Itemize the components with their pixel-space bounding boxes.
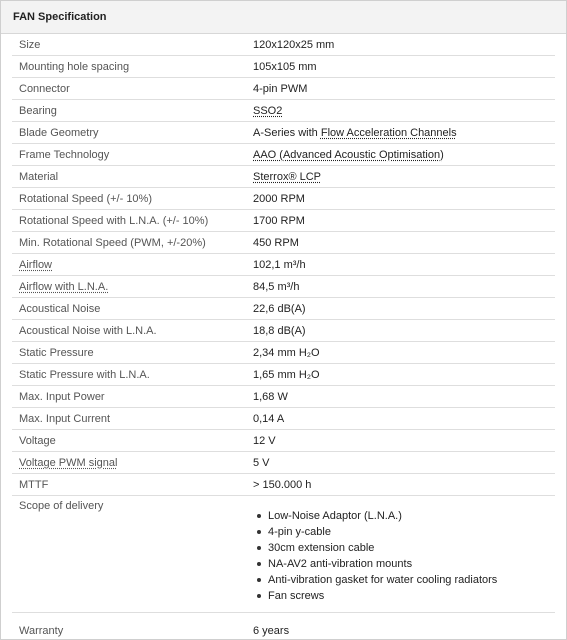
spec-label: Material [19, 170, 59, 183]
spec-label: Static Pressure [19, 346, 94, 359]
spec-value: 120x120x25 mm [253, 38, 335, 51]
spec-row-mttf [12, 474, 555, 496]
spec-value: 5 V [253, 456, 270, 469]
spec-label: Acoustical Noise [19, 302, 101, 315]
spec-label: Frame Technology [19, 148, 110, 161]
spec-label: Rotational Speed (+/- 10%) [19, 192, 152, 205]
airflow-lna-link[interactable]: Airflow with L.N.A. [19, 280, 109, 293]
spec-row-bearing [12, 100, 555, 122]
spec-value: 84,5 m³/h [253, 280, 300, 293]
list-item: 30cm extension cable [253, 540, 555, 556]
spec-row-min-rotational-speed [12, 232, 555, 254]
spec-label: Voltage [19, 434, 56, 447]
spec-row-static-pressure-lna [12, 364, 555, 386]
spec-row-frame-technology [12, 144, 555, 166]
spec-row-static-pressure [12, 342, 555, 364]
spec-value: 1700 RPM [253, 214, 305, 227]
spec-value: 102,1 m³/h [253, 258, 306, 271]
spec-row-blade-geometry [12, 122, 555, 144]
spec-row-airflow [12, 254, 555, 276]
spec-value: 2,34 mm H₂O [253, 346, 320, 359]
list-item: 4-pin y-cable [253, 524, 555, 540]
aao-link[interactable]: AAO (Advanced Acoustic Optimisation) [253, 148, 444, 161]
spec-value: 105x105 mm [253, 60, 317, 73]
spec-row-voltage [12, 430, 555, 452]
spec-row-size [12, 34, 555, 56]
spec-label: Min. Rotational Speed (PWM, +/-20%) [19, 236, 206, 249]
spec-label: Max. Input Power [19, 390, 105, 403]
spec-row-acoustical-noise-lna [12, 320, 555, 342]
airflow-link[interactable]: Airflow [19, 258, 53, 271]
spec-value: 22,6 dB(A) [253, 302, 306, 315]
spec-value: 1,68 W [253, 390, 288, 403]
spec-row-max-input-power [12, 386, 555, 408]
bearing-link[interactable]: SSO2 [253, 104, 283, 117]
spec-table [12, 34, 555, 637]
spec-row-voltage-pwm-signal [12, 452, 555, 474]
spec-row-warranty [12, 613, 555, 637]
spec-value: 18,8 dB(A) [253, 324, 306, 337]
spec-row-rotational-speed-lna [12, 210, 555, 232]
spec-label: Mounting hole spacing [19, 60, 130, 73]
spec-value: 1,65 mm H₂O [253, 368, 320, 381]
spec-row-material [12, 166, 555, 188]
spec-label: Blade Geometry [19, 126, 99, 139]
spec-label: Size [19, 38, 41, 51]
spec-label: MTTF [19, 478, 49, 491]
spec-label: Acoustical Noise with L.N.A. [19, 324, 157, 337]
list-item: Low-Noise Adaptor (L.N.A.) [253, 508, 555, 524]
spec-value: > 150.000 h [253, 478, 312, 491]
sterrox-link[interactable]: Sterrox® LCP [253, 170, 322, 183]
spec-value: 4-pin PWM [253, 82, 308, 95]
spec-row-max-input-current [12, 408, 555, 430]
spec-value: 450 RPM [253, 236, 299, 249]
list-item: Fan screws [253, 588, 555, 604]
spec-value: 12 V [253, 434, 276, 447]
spec-value: 2000 RPM [253, 192, 305, 205]
delivery-list-container [253, 496, 555, 604]
spec-label: Warranty [19, 625, 64, 637]
spec-row-scope-of-delivery [12, 496, 555, 613]
spec-label: Scope of delivery [19, 500, 104, 512]
panel-title: FAN Specification [1, 1, 566, 34]
list-item: NA-AV2 anti-vibration mounts [253, 556, 555, 572]
spec-label: Static Pressure with L.N.A. [19, 368, 150, 381]
spec-row-mounting-hole-spacing [12, 56, 555, 78]
blade-geometry-prefix: A-Series with [253, 126, 321, 139]
spec-label: Rotational Speed with L.N.A. (+/- 10%) [19, 214, 209, 227]
delivery-list [253, 508, 555, 604]
voltage-pwm-signal-link[interactable]: Voltage PWM signal [19, 456, 118, 469]
spec-row-rotational-speed [12, 188, 555, 210]
spec-value: 6 years [253, 625, 290, 637]
spec-row-airflow-lna [12, 276, 555, 298]
list-item: Anti-vibration gasket for water cooling radiators [253, 572, 555, 588]
spec-row-acoustical-noise [12, 298, 555, 320]
spec-label: Connector [19, 82, 70, 95]
spec-label: Max. Input Current [19, 412, 111, 425]
spec-label: Bearing [19, 104, 57, 117]
spec-value: 0,14 A [253, 412, 285, 425]
flow-acceleration-channels-link[interactable]: Flow Acceleration Channels [320, 126, 457, 139]
spec-row-connector [12, 78, 555, 100]
